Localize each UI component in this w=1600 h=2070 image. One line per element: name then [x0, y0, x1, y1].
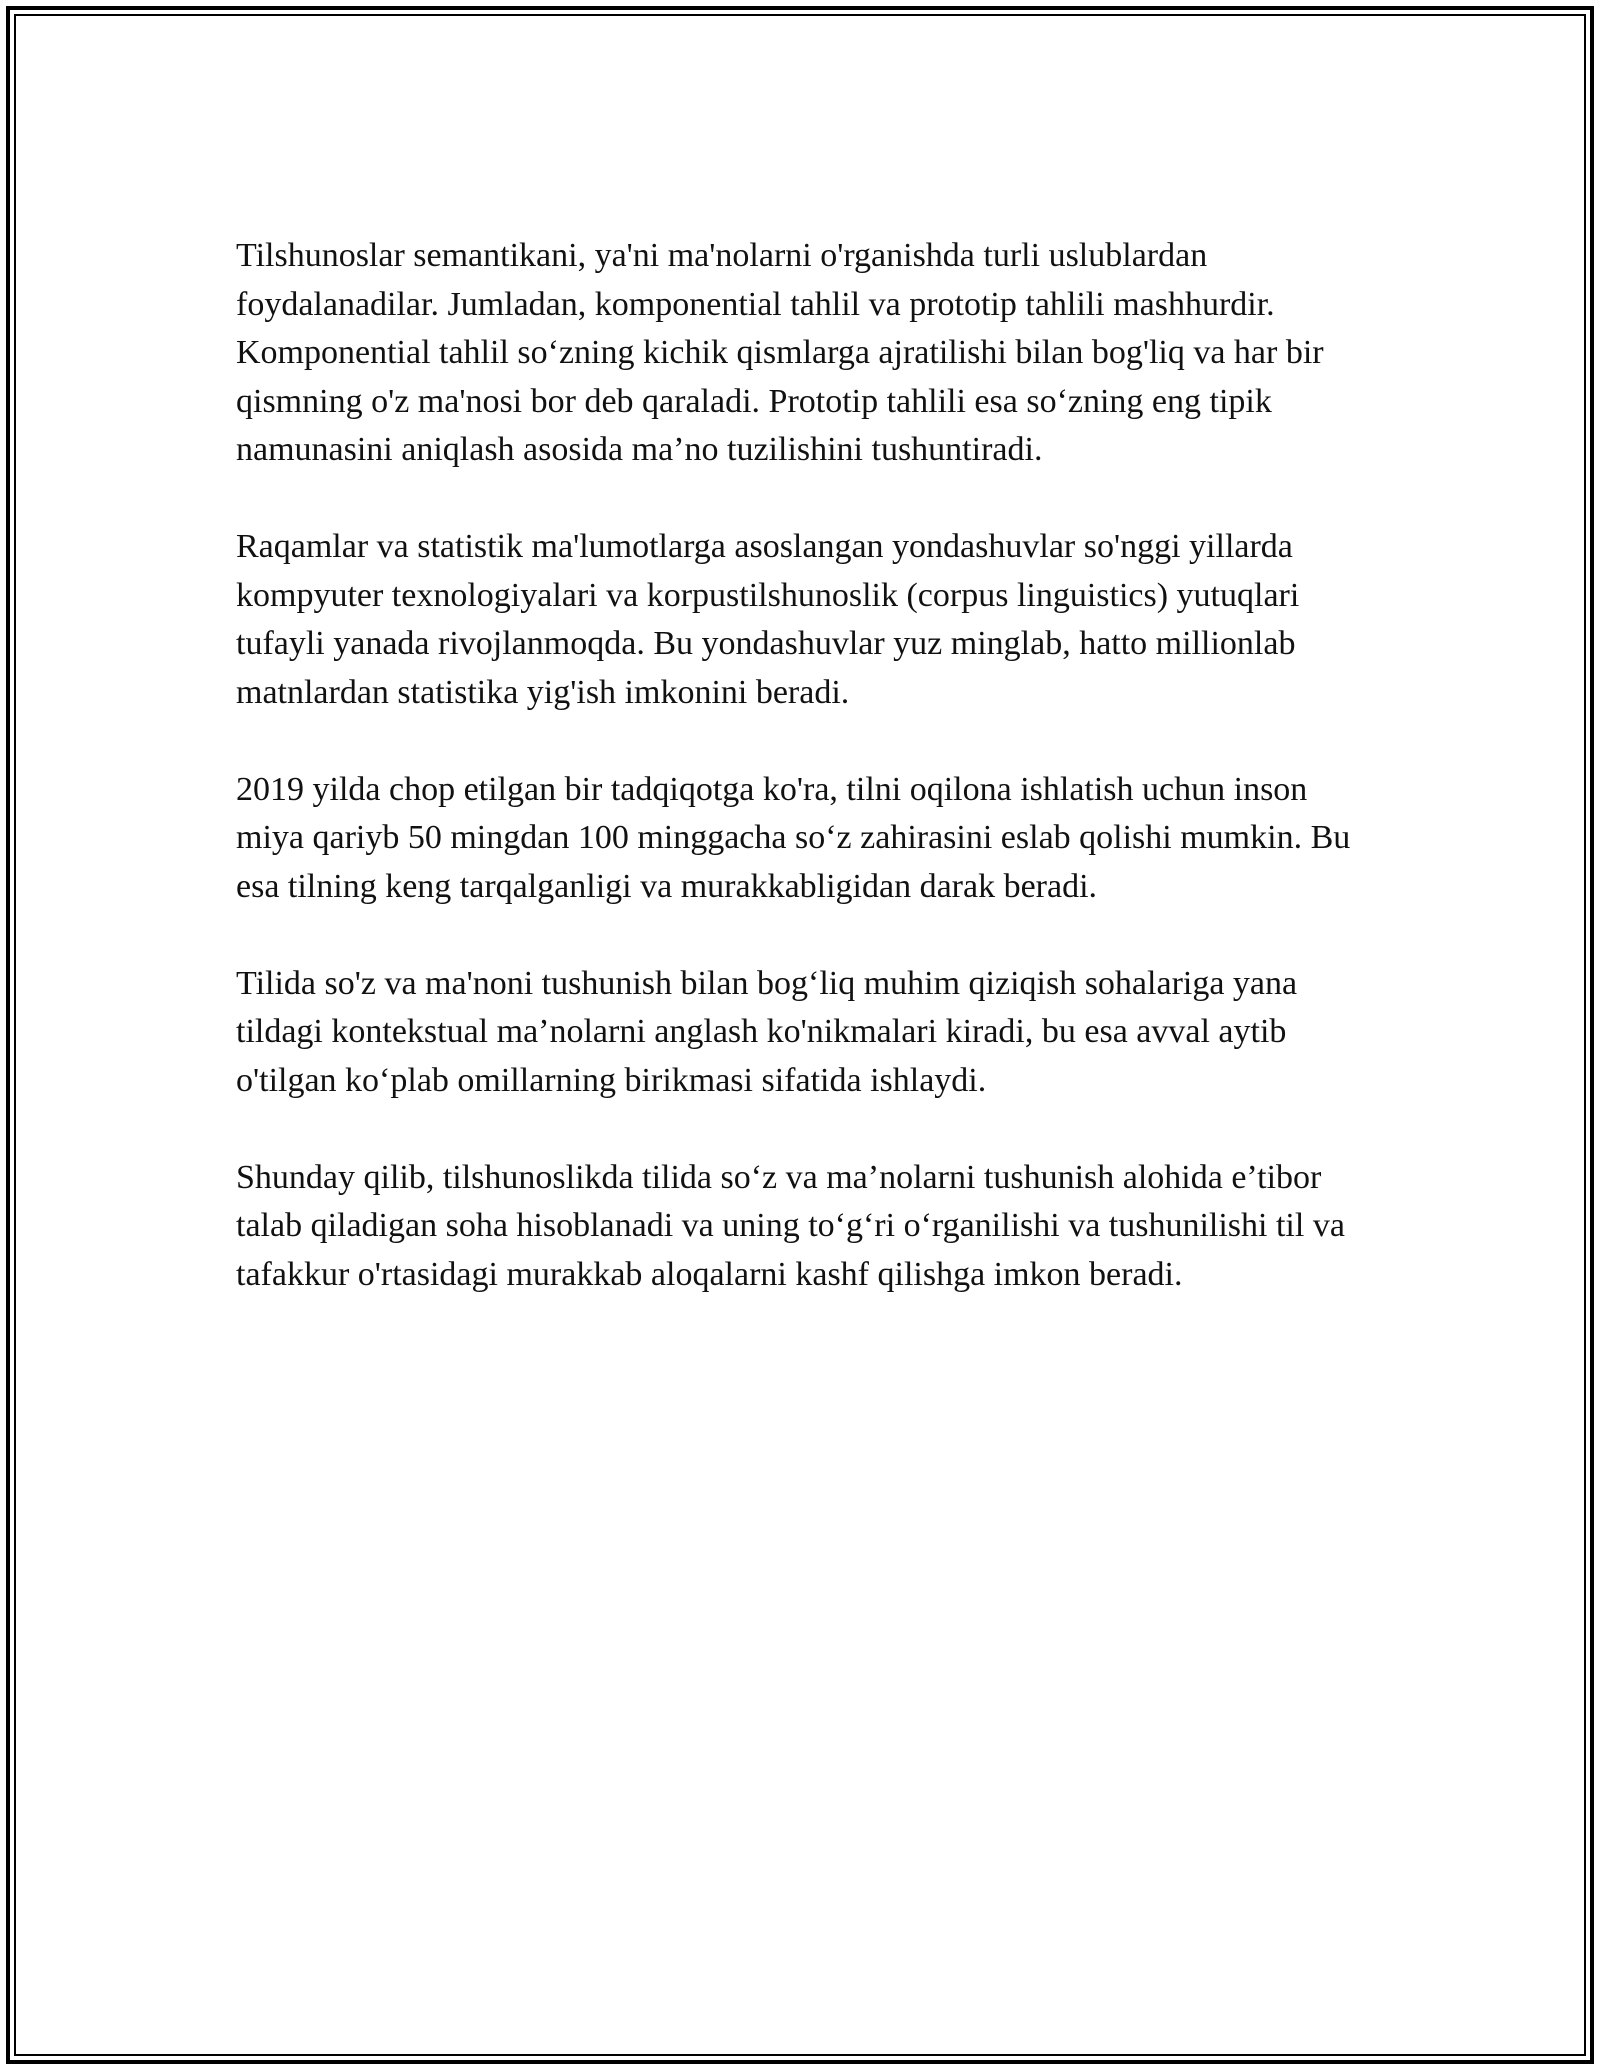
document-body: [236, 232, 1376, 1348]
paragraph-contextual-meaning: Tilida so'z va ma'noni tushunish bilan bog‘liq muhim qiziqish sohalariga yana tildagi kontekstual ma’nolarni anglash ko'nikmalari kiradi, bu esa avval aytib o'tilgan ko‘plab omillarning birikmasi sifatida ishlaydi.: [236, 964, 1298, 1099]
paragraph-statistical-approaches: Raqamlar va statistik ma'lumotlarga asoslangan yondashuvlar so'nggi yillarda kompyuter texnologiyalari va korpustilshunoslik (corpus linguistics) yutuqlari tufayli yanada rivojlanmoqda. Bu yondashuvlar yuz minglab, hatto millionlab matnlardan statistika yig'ish imkonini beradi.: [236, 528, 1300, 711]
paragraph-semantics-methods: Tilshunoslar semantikani, ya'ni ma'nolarni o'rganishda turli uslublardan foydalanadilar. Jumladan, komponential tahlil va prototip tahlili mashhurdir. Komponential tahlil so‘zning kichik qismlarga ajratilishi bilan bog'liq va har bir qismning o'z ma'nosi bor deb qaraladi. Prototip tahlili esa so‘zning eng tipik namunasini aniqlash asosida ma’no tuzilishini tushuntiradi.: [236, 237, 1324, 468]
paragraph-conclusion: Shunday qilib, tilshunoslikda tilida so‘z va ma’nolarni tushunish alohida e’tibor talab qiladigan soha hisoblanadi va uning to‘g‘ri o‘rganilishi va tushunilishi til va tafakkur o'rtasidagi murakkab aloqalarni kashf qilishga imkon beradi.: [236, 1158, 1345, 1293]
paragraph-vocabulary-study: 2019 yilda chop etilgan bir tadqiqotga ko'ra, tilni oqilona ishlatish uchun inson miya qariyb 50 mingdan 100 minggacha so‘z zahirasini eslab qolishi mumkin. Bu esa tilning keng tarqalganligi va murakkabligidan darak beradi.: [236, 770, 1351, 905]
